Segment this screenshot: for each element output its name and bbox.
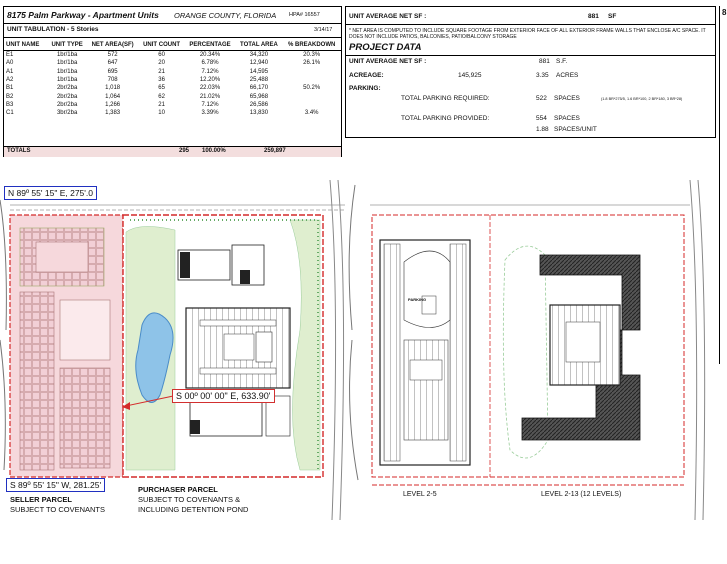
level-2-5-caption: LEVEL 2-5 bbox=[403, 491, 437, 498]
table-cell: 12.20% bbox=[199, 77, 221, 84]
totals-area: 259,897 bbox=[264, 148, 286, 154]
table-cell: 21 bbox=[158, 68, 165, 75]
table-cell: 26,586 bbox=[249, 101, 269, 108]
col-header: PERCENTAGE bbox=[185, 40, 236, 51]
table-cell: A1 bbox=[6, 68, 14, 75]
parking-provided-value: 554 bbox=[536, 115, 547, 122]
east-bearing-label: S 00º 00' 00" E, 633.90' bbox=[172, 389, 275, 403]
seller-parcel-caption bbox=[10, 495, 105, 515]
parking-provided-label: TOTAL PARKING PROVIDED: bbox=[401, 115, 490, 122]
table-cell: 60 bbox=[158, 52, 165, 59]
table-cell: 2br/2ba bbox=[56, 101, 78, 108]
col-header: UNIT NAME bbox=[4, 40, 48, 51]
parking-label: PARKING: bbox=[349, 85, 381, 92]
avg-net-sf-label: UNIT AVERAGE NET SF : bbox=[349, 13, 427, 20]
table-cell: 2br/2ba bbox=[56, 93, 78, 100]
table-cell: B3 bbox=[6, 101, 14, 108]
acreage-label: ACREAGE: bbox=[349, 72, 384, 79]
table-cell: 50.2% bbox=[303, 85, 321, 92]
table-cell: 7.12% bbox=[201, 101, 219, 108]
table-cell: B2 bbox=[6, 93, 14, 100]
table-cell: 12,940 bbox=[249, 60, 269, 67]
parking-ratio-unit: SPACES/UNIT bbox=[554, 126, 597, 133]
table-cell: 1br/1ba bbox=[56, 60, 78, 67]
parking-ratio-value: 1.88 bbox=[536, 126, 549, 133]
totals-label: TOTALS bbox=[7, 148, 31, 154]
table-cell: B1 bbox=[6, 85, 14, 92]
table-cell: 1br/1ba bbox=[56, 52, 78, 59]
level-2-13-caption: LEVEL 2-13 (12 LEVELS) bbox=[541, 491, 622, 498]
table-cell: 36 bbox=[158, 77, 165, 84]
table-subtitle: UNIT TABULATION - 5 Stories bbox=[7, 26, 99, 33]
table-cell: 1,064 bbox=[105, 93, 121, 100]
seller-parcel-note: SUBJECT TO COVENANTS bbox=[10, 505, 106, 514]
acreage-sf: 145,925 bbox=[458, 72, 482, 79]
table-cell: 22.03% bbox=[199, 85, 221, 92]
table-cell: 66,170 bbox=[249, 85, 269, 92]
totals-percentage: 100.00% bbox=[202, 148, 226, 154]
table-cell: 1,018 bbox=[105, 85, 121, 92]
table-cell: 65,968 bbox=[249, 93, 269, 100]
table-cell: 20.34% bbox=[199, 52, 221, 59]
table-cell: 65 bbox=[158, 85, 165, 92]
table-cell: 34,320 bbox=[249, 52, 269, 59]
table-cell: 2br/2ba bbox=[56, 85, 78, 92]
table-cell: 20.3% bbox=[303, 52, 321, 59]
parking-required-label: TOTAL PARKING REQUIRED: bbox=[401, 95, 490, 102]
avg-net-sf-label-2: UNIT AVERAGE NET SF : bbox=[349, 58, 427, 65]
table-cell: 6.78% bbox=[201, 60, 219, 67]
parking-required-calc: (1.8 BR*275/5, 1.6 BR*100, 2 BR*180, 3 BR*28) bbox=[601, 97, 683, 101]
table-cell: A0 bbox=[6, 60, 14, 67]
hpa-number: HPA# 16557 bbox=[289, 12, 320, 18]
table-cell: 708 bbox=[107, 77, 118, 84]
table-cell: C1 bbox=[6, 110, 14, 117]
parking-required-value: 522 bbox=[536, 95, 547, 102]
table-cell: 13,830 bbox=[249, 110, 269, 117]
table-cell: 7.12% bbox=[201, 68, 219, 75]
table-cell: 14,595 bbox=[249, 68, 269, 75]
table-cell: 695 bbox=[107, 68, 118, 75]
table-cell: 20 bbox=[158, 60, 165, 67]
table-cell: 21 bbox=[158, 101, 165, 108]
table-cell: 3br/2ba bbox=[56, 110, 78, 117]
avg-net-sf-unit: SF bbox=[608, 13, 617, 20]
table-cell: 572 bbox=[107, 52, 118, 59]
table-cell: 1,383 bbox=[105, 110, 121, 117]
garage-label: PARKING bbox=[408, 297, 427, 302]
purchaser-parcel-caption bbox=[138, 485, 248, 515]
table-cell: 647 bbox=[107, 60, 118, 67]
avg-net-sf-value-2: 881 bbox=[539, 58, 550, 65]
acreage-unit: ACRES bbox=[556, 72, 579, 79]
table-date: 3/14/17 bbox=[314, 27, 333, 33]
col-header: % BREAKDOWN bbox=[282, 40, 341, 51]
purchaser-parcel-title: PURCHASER PARCEL bbox=[138, 485, 218, 494]
table-cell: A2 bbox=[6, 77, 14, 84]
parking-required-unit: SPACES bbox=[554, 95, 580, 102]
acreage-value: 3.35 bbox=[536, 72, 549, 79]
table-cell: 1,266 bbox=[105, 101, 121, 108]
table-cell: 21.02% bbox=[199, 93, 221, 100]
cutoff-sheet-strip: 8 bbox=[719, 6, 727, 364]
table-cell: 26.1% bbox=[303, 60, 321, 67]
table-cell: 3.39% bbox=[201, 110, 219, 117]
table-cell: 10 bbox=[158, 110, 165, 117]
purchaser-parcel-note-2: INCLUDING DETENTION POND bbox=[138, 505, 249, 514]
county-label: ORANGE COUNTY, FLORIDA bbox=[174, 11, 277, 20]
project-data-heading: PROJECT DATA bbox=[349, 42, 422, 53]
table-cell: 3.4% bbox=[304, 110, 319, 117]
totals-count: 295 bbox=[179, 148, 190, 154]
col-header: NET AREA(SF) bbox=[87, 40, 139, 51]
seller-parcel-title: SELLER PARCEL bbox=[10, 495, 72, 504]
table-cell: 25,488 bbox=[249, 77, 269, 84]
parking-provided-unit: SPACES bbox=[554, 115, 580, 122]
south-bearing-label: S 89º 55' 15" W, 281.25' bbox=[6, 478, 105, 492]
table-cell: 1br/1ba bbox=[56, 68, 78, 75]
north-bearing-label: N 89º 55' 15" E, 275'.0 bbox=[4, 186, 97, 200]
col-header: UNIT COUNT bbox=[139, 40, 185, 51]
avg-net-sf-unit-2: S.F. bbox=[556, 58, 568, 65]
table-cell: 1br/1ba bbox=[56, 77, 78, 84]
net-area-note: * NET AREA IS COMPUTED TO INCLUDE SQUARE FOOTAGE FROM EXTERIOR FACE OF ALL EXTERIOR FRAME WALLS THAT ENCLOSE A/C SPACE. IT DOES NOT INCLUDE PATIOS, BALCONIES, PATIO/BALCONY STORAGE bbox=[349, 28, 706, 40]
table-cell: 62 bbox=[158, 93, 165, 100]
col-header: UNIT TYPE bbox=[48, 40, 87, 51]
table-cell: E1 bbox=[6, 52, 14, 59]
purchaser-parcel-note-1: SUBJECT TO COVENANTS & bbox=[138, 495, 241, 504]
avg-net-sf-value: 881 bbox=[588, 13, 599, 20]
col-header: TOTAL AREA bbox=[236, 40, 283, 51]
project-title: 8175 Palm Parkway - Apartment Units bbox=[7, 10, 159, 20]
